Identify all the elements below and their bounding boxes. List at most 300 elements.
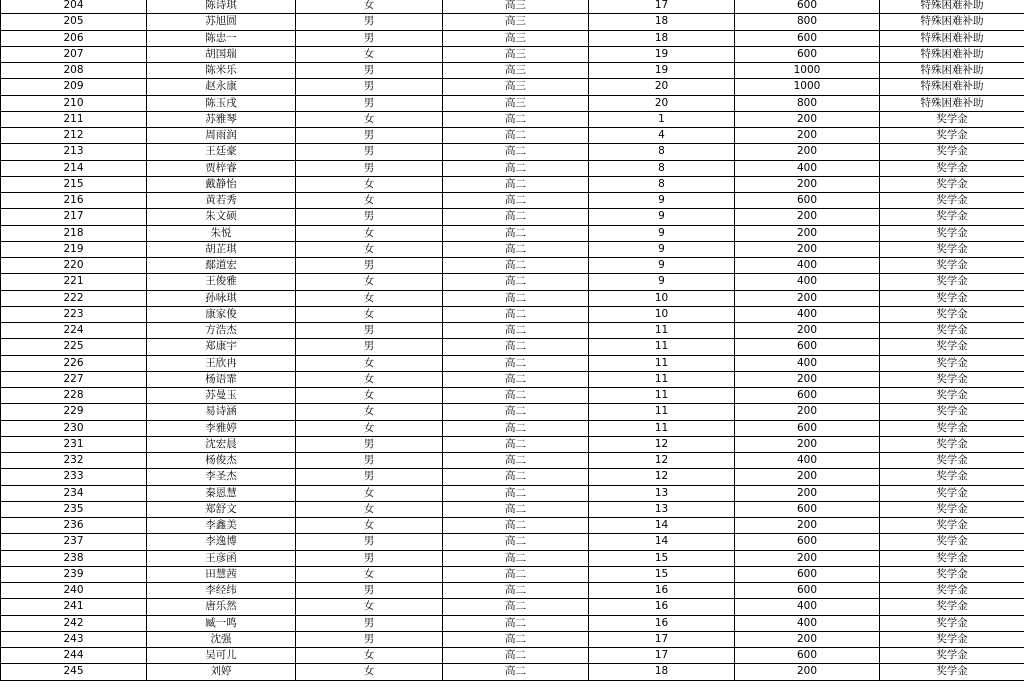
cell-gender[interactable]: 女 bbox=[296, 225, 443, 241]
cell-gender[interactable]: 男 bbox=[296, 436, 443, 452]
cell-grade[interactable]: 高二 bbox=[443, 583, 589, 599]
cell-rank[interactable]: 20 bbox=[589, 79, 735, 95]
table-row bbox=[1, 209, 1024, 225]
cell-amount[interactable]: 200 bbox=[735, 176, 880, 192]
cell-rank[interactable]: 20 bbox=[589, 95, 735, 111]
table-row bbox=[1, 550, 1024, 566]
cell-amount[interactable]: 200 bbox=[735, 518, 880, 534]
cell-amount[interactable]: 600 bbox=[735, 534, 880, 550]
cell-name[interactable]: 朱悦 bbox=[147, 225, 296, 241]
cell-amount[interactable]: 400 bbox=[735, 615, 880, 631]
cell-category[interactable]: 奖学金 bbox=[880, 241, 1024, 257]
cell-category[interactable]: 奖学金 bbox=[880, 485, 1024, 501]
cell-name[interactable]: 康家俊 bbox=[147, 306, 296, 322]
cell-name[interactable]: 戴静怡 bbox=[147, 176, 296, 192]
cell-index[interactable]: 232 bbox=[1, 453, 147, 469]
cell-category[interactable]: 奖学金 bbox=[880, 111, 1024, 127]
cell-index[interactable]: 218 bbox=[1, 225, 147, 241]
cell-amount[interactable]: 200 bbox=[735, 241, 880, 257]
cell-grade[interactable]: 高二 bbox=[443, 193, 589, 209]
cell-grade[interactable]: 高二 bbox=[443, 631, 589, 647]
cell-rank[interactable]: 10 bbox=[589, 290, 735, 306]
cell-index[interactable]: 234 bbox=[1, 485, 147, 501]
cell-category[interactable]: 奖学金 bbox=[880, 355, 1024, 371]
cell-amount[interactable]: 600 bbox=[735, 583, 880, 599]
cell-amount[interactable]: 800 bbox=[735, 14, 880, 30]
cell-gender[interactable]: 女 bbox=[296, 599, 443, 615]
cell-grade[interactable]: 高二 bbox=[443, 323, 589, 339]
cell-amount[interactable]: 800 bbox=[735, 95, 880, 111]
cell-rank[interactable]: 16 bbox=[589, 599, 735, 615]
cell-grade[interactable]: 高二 bbox=[443, 388, 589, 404]
cell-category[interactable]: 奖学金 bbox=[880, 274, 1024, 290]
cell-category[interactable]: 奖学金 bbox=[880, 648, 1024, 664]
cell-grade[interactable]: 高三 bbox=[443, 14, 589, 30]
cell-name[interactable]: 王欣冉 bbox=[147, 355, 296, 371]
cell-rank[interactable]: 18 bbox=[589, 30, 735, 46]
cell-grade[interactable]: 高二 bbox=[443, 469, 589, 485]
cell-rank[interactable]: 11 bbox=[589, 323, 735, 339]
cell-index[interactable]: 217 bbox=[1, 209, 147, 225]
cell-gender[interactable]: 男 bbox=[296, 323, 443, 339]
cell-name[interactable]: 鄢道宏 bbox=[147, 258, 296, 274]
cell-index[interactable]: 242 bbox=[1, 615, 147, 631]
cell-name[interactable]: 胡芷琪 bbox=[147, 241, 296, 257]
cell-category[interactable]: 奖学金 bbox=[880, 501, 1024, 517]
cell-name[interactable]: 贾梓睿 bbox=[147, 160, 296, 176]
cell-gender[interactable]: 男 bbox=[296, 550, 443, 566]
cell-index[interactable]: 208 bbox=[1, 63, 147, 79]
cell-gender[interactable]: 男 bbox=[296, 144, 443, 160]
cell-category[interactable]: 特殊困难补助 bbox=[880, 14, 1024, 30]
cell-index[interactable]: 237 bbox=[1, 534, 147, 550]
cell-gender[interactable]: 女 bbox=[296, 371, 443, 387]
cell-category[interactable]: 奖学金 bbox=[880, 339, 1024, 355]
cell-grade[interactable]: 高二 bbox=[443, 599, 589, 615]
cell-category[interactable]: 奖学金 bbox=[880, 550, 1024, 566]
cell-grade[interactable]: 高三 bbox=[443, 95, 589, 111]
cell-name[interactable]: 郑康宇 bbox=[147, 339, 296, 355]
cell-gender[interactable]: 男 bbox=[296, 615, 443, 631]
cell-grade[interactable]: 高三 bbox=[443, 46, 589, 62]
cell-category[interactable]: 特殊困难补助 bbox=[880, 63, 1024, 79]
cell-grade[interactable]: 高二 bbox=[443, 225, 589, 241]
cell-name[interactable]: 杨俊杰 bbox=[147, 453, 296, 469]
cell-amount[interactable]: 600 bbox=[735, 420, 880, 436]
cell-name[interactable]: 苏旭圆 bbox=[147, 14, 296, 30]
cell-grade[interactable]: 高二 bbox=[443, 404, 589, 420]
cell-amount[interactable]: 600 bbox=[735, 46, 880, 62]
cell-name[interactable]: 田慧茜 bbox=[147, 566, 296, 582]
cell-index[interactable]: 228 bbox=[1, 388, 147, 404]
cell-rank[interactable]: 9 bbox=[589, 193, 735, 209]
cell-gender[interactable]: 男 bbox=[296, 79, 443, 95]
cell-gender[interactable]: 男 bbox=[296, 583, 443, 599]
cell-index[interactable]: 233 bbox=[1, 469, 147, 485]
cell-amount[interactable]: 400 bbox=[735, 160, 880, 176]
cell-name[interactable]: 李逸博 bbox=[147, 534, 296, 550]
cell-name[interactable]: 杨语霏 bbox=[147, 371, 296, 387]
cell-rank[interactable]: 11 bbox=[589, 404, 735, 420]
cell-rank[interactable]: 9 bbox=[589, 258, 735, 274]
cell-rank[interactable]: 13 bbox=[589, 501, 735, 517]
cell-name[interactable]: 李经纬 bbox=[147, 583, 296, 599]
cell-category[interactable]: 奖学金 bbox=[880, 306, 1024, 322]
cell-amount[interactable]: 200 bbox=[735, 128, 880, 144]
cell-category[interactable]: 奖学金 bbox=[880, 599, 1024, 615]
cell-category[interactable]: 奖学金 bbox=[880, 388, 1024, 404]
cell-amount[interactable]: 200 bbox=[735, 225, 880, 241]
cell-gender[interactable]: 男 bbox=[296, 128, 443, 144]
cell-rank[interactable]: 8 bbox=[589, 144, 735, 160]
cell-category[interactable]: 奖学金 bbox=[880, 534, 1024, 550]
cell-grade[interactable]: 高二 bbox=[443, 518, 589, 534]
cell-name[interactable]: 李鑫美 bbox=[147, 518, 296, 534]
cell-category[interactable]: 奖学金 bbox=[880, 566, 1024, 582]
cell-index[interactable]: 221 bbox=[1, 274, 147, 290]
cell-rank[interactable]: 8 bbox=[589, 160, 735, 176]
cell-rank[interactable]: 11 bbox=[589, 339, 735, 355]
cell-category[interactable]: 奖学金 bbox=[880, 290, 1024, 306]
cell-amount[interactable]: 200 bbox=[735, 469, 880, 485]
cell-index[interactable]: 220 bbox=[1, 258, 147, 274]
cell-gender[interactable]: 女 bbox=[296, 111, 443, 127]
cell-index[interactable]: 230 bbox=[1, 420, 147, 436]
cell-category[interactable]: 奖学金 bbox=[880, 160, 1024, 176]
cell-rank[interactable]: 11 bbox=[589, 355, 735, 371]
cell-rank[interactable]: 19 bbox=[589, 63, 735, 79]
cell-name[interactable]: 刘婷 bbox=[147, 664, 296, 680]
cell-index[interactable]: 243 bbox=[1, 631, 147, 647]
cell-name[interactable]: 黄若秀 bbox=[147, 193, 296, 209]
cell-rank[interactable]: 9 bbox=[589, 241, 735, 257]
cell-name[interactable]: 沈宏晨 bbox=[147, 436, 296, 452]
cell-grade[interactable]: 高二 bbox=[443, 306, 589, 322]
cell-gender[interactable]: 男 bbox=[296, 209, 443, 225]
cell-name[interactable]: 王俊雅 bbox=[147, 274, 296, 290]
cell-amount[interactable]: 200 bbox=[735, 485, 880, 501]
cell-amount[interactable]: 1000 bbox=[735, 63, 880, 79]
cell-grade[interactable]: 高二 bbox=[443, 339, 589, 355]
cell-amount[interactable]: 400 bbox=[735, 453, 880, 469]
cell-gender[interactable]: 女 bbox=[296, 501, 443, 517]
cell-category[interactable]: 奖学金 bbox=[880, 225, 1024, 241]
cell-category[interactable]: 特殊困难补助 bbox=[880, 30, 1024, 46]
cell-gender[interactable]: 男 bbox=[296, 534, 443, 550]
cell-gender[interactable]: 男 bbox=[296, 95, 443, 111]
cell-gender[interactable]: 女 bbox=[296, 241, 443, 257]
cell-rank[interactable]: 15 bbox=[589, 550, 735, 566]
cell-amount[interactable]: 200 bbox=[735, 144, 880, 160]
cell-category[interactable]: 奖学金 bbox=[880, 631, 1024, 647]
cell-grade[interactable]: 高二 bbox=[443, 355, 589, 371]
cell-category[interactable]: 奖学金 bbox=[880, 371, 1024, 387]
cell-amount[interactable]: 400 bbox=[735, 258, 880, 274]
cell-amount[interactable]: 600 bbox=[735, 388, 880, 404]
cell-category[interactable]: 特殊困难补助 bbox=[880, 79, 1024, 95]
cell-grade[interactable]: 高二 bbox=[443, 485, 589, 501]
cell-index[interactable]: 205 bbox=[1, 14, 147, 30]
cell-gender[interactable]: 男 bbox=[296, 631, 443, 647]
cell-grade[interactable]: 高二 bbox=[443, 550, 589, 566]
cell-category[interactable]: 奖学金 bbox=[880, 323, 1024, 339]
cell-category[interactable]: 奖学金 bbox=[880, 144, 1024, 160]
cell-amount[interactable]: 600 bbox=[735, 501, 880, 517]
cell-category[interactable]: 奖学金 bbox=[880, 518, 1024, 534]
cell-gender[interactable]: 女 bbox=[296, 648, 443, 664]
cell-amount[interactable]: 200 bbox=[735, 550, 880, 566]
cell-grade[interactable]: 高二 bbox=[443, 160, 589, 176]
cell-grade[interactable]: 高三 bbox=[443, 79, 589, 95]
cell-index[interactable]: 207 bbox=[1, 46, 147, 62]
cell-name[interactable]: 陈忠一 bbox=[147, 30, 296, 46]
cell-rank[interactable]: 11 bbox=[589, 388, 735, 404]
cell-amount[interactable]: 600 bbox=[735, 193, 880, 209]
cell-gender[interactable]: 女 bbox=[296, 420, 443, 436]
cell-amount[interactable]: 600 bbox=[735, 566, 880, 582]
cell-index[interactable]: 209 bbox=[1, 79, 147, 95]
cell-gender[interactable]: 女 bbox=[296, 193, 443, 209]
cell-amount[interactable]: 1000 bbox=[735, 79, 880, 95]
cell-index[interactable]: 212 bbox=[1, 128, 147, 144]
cell-category[interactable]: 特殊困难补助 bbox=[880, 95, 1024, 111]
cell-grade[interactable]: 高二 bbox=[443, 144, 589, 160]
cell-rank[interactable]: 11 bbox=[589, 371, 735, 387]
cell-index[interactable]: 210 bbox=[1, 95, 147, 111]
cell-gender[interactable]: 女 bbox=[296, 355, 443, 371]
cell-grade[interactable]: 高二 bbox=[443, 241, 589, 257]
cell-gender[interactable]: 女 bbox=[296, 306, 443, 322]
cell-rank[interactable]: 16 bbox=[589, 583, 735, 599]
cell-rank[interactable]: 18 bbox=[589, 14, 735, 30]
cell-name[interactable]: 孙咏琪 bbox=[147, 290, 296, 306]
cell-name[interactable]: 臧一鸣 bbox=[147, 615, 296, 631]
cell-category[interactable]: 奖学金 bbox=[880, 193, 1024, 209]
cell-name[interactable]: 郑舒文 bbox=[147, 501, 296, 517]
cell-name[interactable]: 陈米乐 bbox=[147, 63, 296, 79]
cell-index[interactable]: 214 bbox=[1, 160, 147, 176]
cell-rank[interactable]: 17 bbox=[589, 631, 735, 647]
cell-amount[interactable]: 200 bbox=[735, 664, 880, 680]
cell-category[interactable]: 奖学金 bbox=[880, 176, 1024, 192]
cell-gender[interactable]: 男 bbox=[296, 14, 443, 30]
cell-grade[interactable]: 高二 bbox=[443, 209, 589, 225]
cell-name[interactable]: 胡国瑞 bbox=[147, 46, 296, 62]
cell-rank[interactable]: 12 bbox=[589, 469, 735, 485]
cell-gender[interactable]: 男 bbox=[296, 63, 443, 79]
cell-category[interactable]: 奖学金 bbox=[880, 436, 1024, 452]
cell-rank[interactable]: 16 bbox=[589, 615, 735, 631]
cell-index[interactable]: 215 bbox=[1, 176, 147, 192]
cell-amount[interactable]: 200 bbox=[735, 290, 880, 306]
cell-grade[interactable]: 高二 bbox=[443, 664, 589, 680]
table-row bbox=[1, 404, 1024, 420]
cell-name[interactable]: 朱文硕 bbox=[147, 209, 296, 225]
cell-category[interactable]: 奖学金 bbox=[880, 258, 1024, 274]
cell-amount[interactable]: 200 bbox=[735, 436, 880, 452]
cell-gender[interactable]: 女 bbox=[296, 0, 443, 14]
cell-category[interactable]: 奖学金 bbox=[880, 583, 1024, 599]
cell-grade[interactable]: 高二 bbox=[443, 436, 589, 452]
cell-category[interactable]: 奖学金 bbox=[880, 420, 1024, 436]
cell-gender[interactable]: 女 bbox=[296, 290, 443, 306]
cell-index[interactable]: 224 bbox=[1, 323, 147, 339]
cell-index[interactable]: 206 bbox=[1, 30, 147, 46]
cell-category[interactable]: 奖学金 bbox=[880, 615, 1024, 631]
cell-amount[interactable]: 600 bbox=[735, 648, 880, 664]
cell-name[interactable]: 陈诗琪 bbox=[147, 0, 296, 14]
cell-rank[interactable]: 19 bbox=[589, 46, 735, 62]
cell-grade[interactable]: 高三 bbox=[443, 0, 589, 14]
cell-rank[interactable]: 18 bbox=[589, 664, 735, 680]
cell-grade[interactable]: 高二 bbox=[443, 371, 589, 387]
cell-amount[interactable]: 600 bbox=[735, 30, 880, 46]
cell-amount[interactable]: 400 bbox=[735, 599, 880, 615]
cell-rank[interactable]: 15 bbox=[589, 566, 735, 582]
cell-rank[interactable]: 11 bbox=[589, 420, 735, 436]
cell-index[interactable]: 222 bbox=[1, 290, 147, 306]
cell-name[interactable]: 李圣杰 bbox=[147, 469, 296, 485]
cell-index[interactable]: 241 bbox=[1, 599, 147, 615]
cell-rank[interactable]: 12 bbox=[589, 453, 735, 469]
cell-name[interactable]: 王彦函 bbox=[147, 550, 296, 566]
cell-category[interactable]: 特殊困难补助 bbox=[880, 0, 1024, 14]
cell-amount[interactable]: 200 bbox=[735, 209, 880, 225]
cell-gender[interactable]: 女 bbox=[296, 566, 443, 582]
cell-rank[interactable]: 13 bbox=[589, 485, 735, 501]
cell-rank[interactable]: 14 bbox=[589, 534, 735, 550]
cell-name[interactable]: 王廷豪 bbox=[147, 144, 296, 160]
cell-amount[interactable]: 600 bbox=[735, 339, 880, 355]
cell-index[interactable]: 223 bbox=[1, 306, 147, 322]
cell-rank[interactable]: 17 bbox=[589, 0, 735, 14]
cell-amount[interactable]: 200 bbox=[735, 111, 880, 127]
cell-gender[interactable]: 女 bbox=[296, 46, 443, 62]
cell-rank[interactable]: 10 bbox=[589, 306, 735, 322]
cell-name[interactable]: 吴可儿 bbox=[147, 648, 296, 664]
cell-grade[interactable]: 高三 bbox=[443, 63, 589, 79]
cell-grade[interactable]: 高二 bbox=[443, 534, 589, 550]
cell-index[interactable]: 225 bbox=[1, 339, 147, 355]
cell-rank[interactable]: 9 bbox=[589, 225, 735, 241]
cell-category[interactable]: 奖学金 bbox=[880, 128, 1024, 144]
cell-index[interactable]: 204 bbox=[1, 0, 147, 14]
cell-name[interactable]: 苏曼玉 bbox=[147, 388, 296, 404]
cell-gender[interactable]: 男 bbox=[296, 30, 443, 46]
cell-amount[interactable]: 400 bbox=[735, 306, 880, 322]
cell-index[interactable]: 227 bbox=[1, 371, 147, 387]
cell-amount[interactable]: 200 bbox=[735, 404, 880, 420]
cell-gender[interactable]: 男 bbox=[296, 160, 443, 176]
cell-category[interactable]: 奖学金 bbox=[880, 404, 1024, 420]
cell-rank[interactable]: 4 bbox=[589, 128, 735, 144]
cell-grade[interactable]: 高二 bbox=[443, 648, 589, 664]
cell-name[interactable]: 苏雅琴 bbox=[147, 111, 296, 127]
cell-name[interactable]: 秦恩慧 bbox=[147, 485, 296, 501]
table-row bbox=[1, 0, 1024, 14]
cell-gender[interactable]: 男 bbox=[296, 469, 443, 485]
cell-index[interactable]: 238 bbox=[1, 550, 147, 566]
cell-index[interactable]: 226 bbox=[1, 355, 147, 371]
cell-category[interactable]: 奖学金 bbox=[880, 209, 1024, 225]
cell-rank[interactable]: 9 bbox=[589, 209, 735, 225]
cell-gender[interactable]: 女 bbox=[296, 518, 443, 534]
cell-rank[interactable]: 9 bbox=[589, 274, 735, 290]
cell-rank[interactable]: 14 bbox=[589, 518, 735, 534]
cell-gender[interactable]: 女 bbox=[296, 274, 443, 290]
cell-name[interactable]: 周雨润 bbox=[147, 128, 296, 144]
cell-index[interactable]: 229 bbox=[1, 404, 147, 420]
cell-index[interactable]: 239 bbox=[1, 566, 147, 582]
cell-grade[interactable]: 高二 bbox=[443, 128, 589, 144]
cell-grade[interactable]: 高二 bbox=[443, 420, 589, 436]
cell-rank[interactable]: 8 bbox=[589, 176, 735, 192]
cell-category[interactable]: 奖学金 bbox=[880, 469, 1024, 485]
table-row bbox=[1, 79, 1024, 95]
cell-index[interactable]: 235 bbox=[1, 501, 147, 517]
cell-category[interactable]: 特殊困难补助 bbox=[880, 46, 1024, 62]
cell-name[interactable]: 李雅婷 bbox=[147, 420, 296, 436]
table-row bbox=[1, 631, 1024, 647]
cell-index[interactable]: 216 bbox=[1, 193, 147, 209]
cell-amount[interactable]: 600 bbox=[735, 0, 880, 14]
cell-name[interactable]: 方浩杰 bbox=[147, 323, 296, 339]
cell-name[interactable]: 易诗涵 bbox=[147, 404, 296, 420]
cell-index[interactable]: 244 bbox=[1, 648, 147, 664]
cell-index[interactable]: 245 bbox=[1, 664, 147, 680]
cell-index[interactable]: 211 bbox=[1, 111, 147, 127]
cell-name[interactable]: 沈强 bbox=[147, 631, 296, 647]
cell-amount[interactable]: 400 bbox=[735, 274, 880, 290]
cell-index[interactable]: 219 bbox=[1, 241, 147, 257]
cell-rank[interactable]: 12 bbox=[589, 436, 735, 452]
cell-grade[interactable]: 高二 bbox=[443, 176, 589, 192]
cell-gender[interactable]: 女 bbox=[296, 388, 443, 404]
cell-grade[interactable]: 高二 bbox=[443, 453, 589, 469]
cell-amount[interactable]: 200 bbox=[735, 323, 880, 339]
cell-index[interactable]: 240 bbox=[1, 583, 147, 599]
cell-index[interactable]: 213 bbox=[1, 144, 147, 160]
cell-grade[interactable]: 高二 bbox=[443, 501, 589, 517]
cell-gender[interactable]: 男 bbox=[296, 258, 443, 274]
cell-gender[interactable]: 女 bbox=[296, 485, 443, 501]
cell-category[interactable]: 奖学金 bbox=[880, 664, 1024, 680]
cell-grade[interactable]: 高三 bbox=[443, 30, 589, 46]
cell-name[interactable]: 赵永康 bbox=[147, 79, 296, 95]
cell-grade[interactable]: 高二 bbox=[443, 111, 589, 127]
cell-grade[interactable]: 高二 bbox=[443, 274, 589, 290]
cell-grade[interactable]: 高二 bbox=[443, 615, 589, 631]
cell-name[interactable]: 陈玉戌 bbox=[147, 95, 296, 111]
cell-index[interactable]: 236 bbox=[1, 518, 147, 534]
cell-gender[interactable]: 女 bbox=[296, 176, 443, 192]
cell-index[interactable]: 231 bbox=[1, 436, 147, 452]
cell-rank[interactable]: 1 bbox=[589, 111, 735, 127]
cell-grade[interactable]: 高二 bbox=[443, 258, 589, 274]
cell-amount[interactable]: 200 bbox=[735, 371, 880, 387]
cell-amount[interactable]: 200 bbox=[735, 631, 880, 647]
cell-gender[interactable]: 女 bbox=[296, 404, 443, 420]
cell-grade[interactable]: 高二 bbox=[443, 290, 589, 306]
cell-name[interactable]: 唐乐然 bbox=[147, 599, 296, 615]
cell-grade[interactable]: 高二 bbox=[443, 566, 589, 582]
cell-rank[interactable]: 17 bbox=[589, 648, 735, 664]
cell-gender[interactable]: 男 bbox=[296, 453, 443, 469]
cell-amount[interactable]: 400 bbox=[735, 355, 880, 371]
cell-gender[interactable]: 男 bbox=[296, 339, 443, 355]
cell-category[interactable]: 奖学金 bbox=[880, 453, 1024, 469]
cell-gender[interactable]: 女 bbox=[296, 664, 443, 680]
